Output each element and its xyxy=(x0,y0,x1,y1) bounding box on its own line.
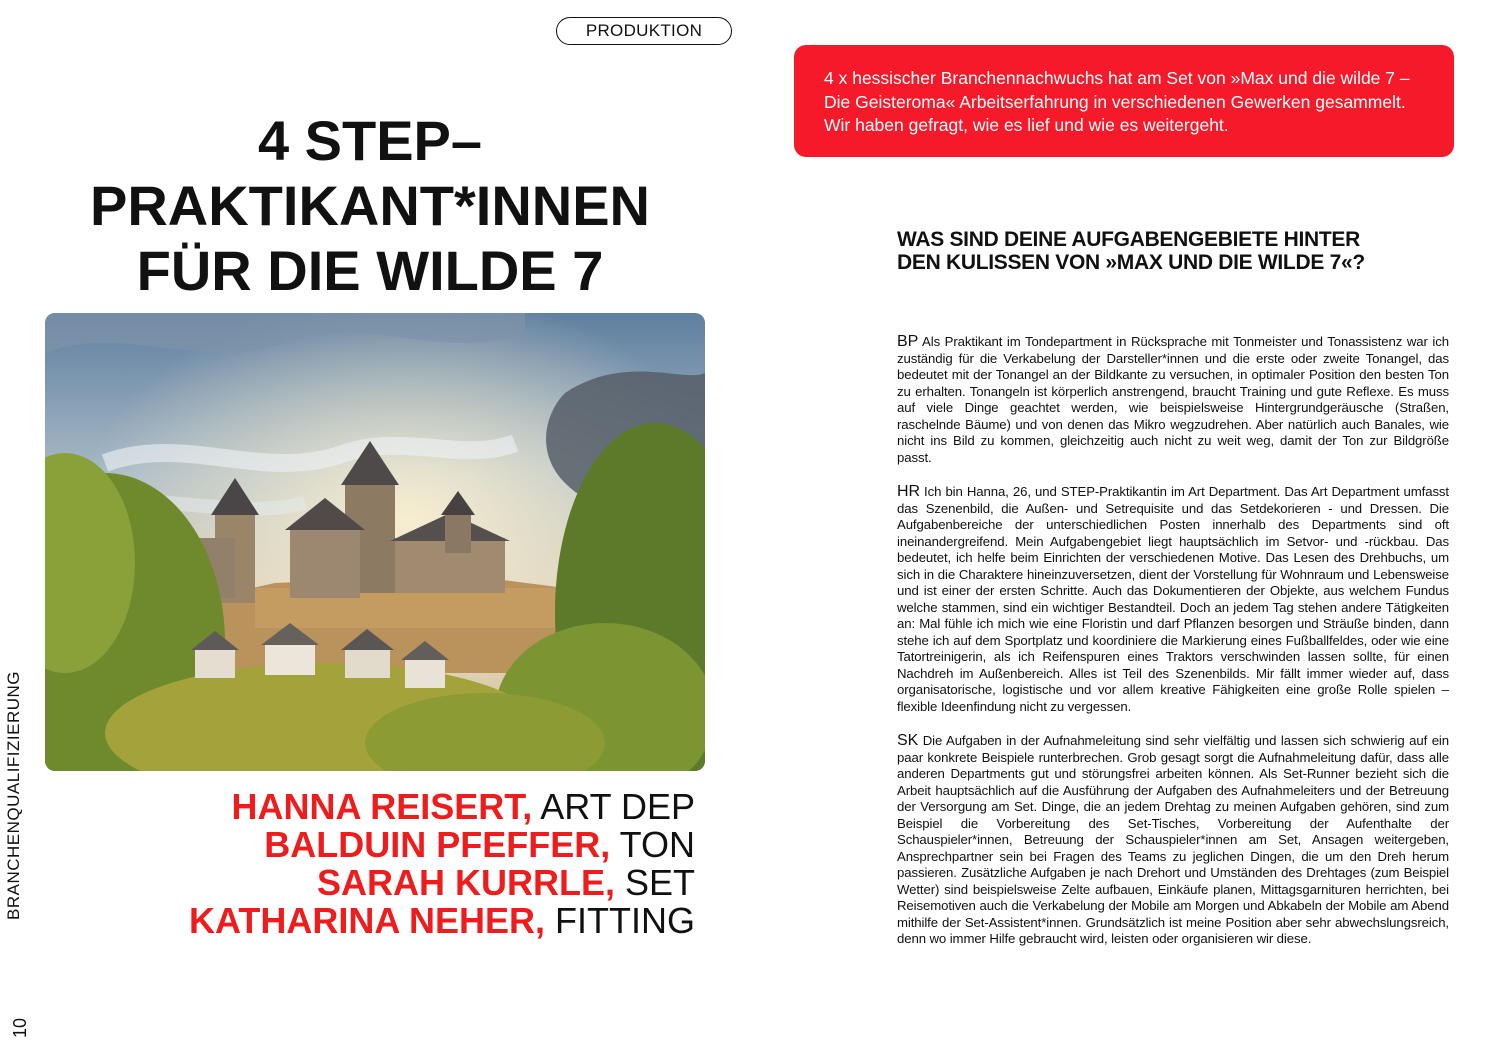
person-line xyxy=(40,864,695,902)
interviewee-list xyxy=(40,788,695,940)
person-role: TON xyxy=(610,824,695,865)
person-name: BALDUIN PFEFFER, xyxy=(264,824,611,865)
page-number: 10 xyxy=(10,1018,30,1039)
person-role: FITTING xyxy=(545,900,695,941)
answer-initials: HR xyxy=(897,483,920,501)
person-line xyxy=(40,788,695,826)
person-name: HANNA REISERT, xyxy=(231,786,533,827)
answer-paragraph xyxy=(897,484,1449,715)
person-name: SARAH KURRLE, xyxy=(316,862,615,903)
answer-initials: SK xyxy=(897,732,919,750)
person-line xyxy=(40,826,695,864)
title-line-1: 4 STEP– xyxy=(257,109,483,172)
article-title xyxy=(40,108,700,303)
answer-text: Die Aufgaben in der Aufnahmeleitung sind sehr vielfältig und lassen sich schwierig auf ein paar konkrete Beispiele runterbrechen. Grob gesagt sorgt die Aufnahmeleitung dafür, dass alle anderen Departments gut und störungsfrei arbeiten können. Als Set-Runner bezieht sich die Arbeit hauptsächlich auf die Ausführung der Aufgaben des Aufnahmeleiters und der Betreuung der Versorgung am Set. Dinge, die an jedem Drehtag zu meinen Aufgaben gehören, sind zum Beispiel die Vorbereitung des Set-Tisches, Vorbereitung der Aufenthalte der Schauspieler*innen, Betreuung der Schauspieler*innen am Set, Ansagen weitergeben, Ansprechpartner sein bei Fragen des Teams zu jeglichen Dingen, die um den Dreh herum passieren. Zusätzliche Aufgaben je nach Drehort und Umständen des Drehtages (zum Beispiel Wetter) sind beispielsweise Zelte aufbauen, Einkäufe planen, Mittagsgarnituren herrichten, bei Reisemotiven auch die Verkabelung der Mobile am Morgen und Abkabeln der Mobile am Abend mithilfe der Set-Assistent*innen. Grundsätzlich ist meine Position aber sehr abwechslungsreich, denn wo immer Hilfe gebraucht wird, leisten oder organisieren wir diese. xyxy=(897,733,1449,947)
answers-column xyxy=(897,321,1449,966)
person-role: SET xyxy=(614,862,695,903)
answer-text: Als Praktikant im Tondepartment in Rücksprache mit Tonmeister und Tonassistenz war ich zuständig für die Verkabelung der Darsteller*innen und die erste oder zweite Tonangel, das bedeutet mit der Tonangel an der Bildkante zu versuchen, in optimaler Position den besten Ton zu erhalten. Tonangeln ist körperlich anstrengend, braucht Training und gute Reflexe. Es muss auf viele Dinge geachtet werden, wie beispielsweise Hintergrundgeräusche (Straßen, raschelnde Bäume) und von denen das Mikro wegzudrehen. Aber natürlich auch Banales, wie nicht ins Bild zu kommen, gleichzeitig auch nicht zu weit weg, damit der Ton zur Bildgröße passt. xyxy=(897,334,1449,465)
person-role: ART DEP xyxy=(532,786,695,827)
answer-paragraph xyxy=(897,334,1449,466)
castle-landscape-photo xyxy=(45,313,705,771)
question-heading: WAS SIND DEINE AUFGABENGEBIETE HINTER DEN KULISSEN VON »MAX UND DIE WILDE 7«? xyxy=(897,228,1365,274)
person-line xyxy=(40,902,695,940)
title-line-3: FÜR DIE WILDE 7 xyxy=(136,239,604,302)
answer-paragraph xyxy=(897,733,1449,948)
person-name: KATHARINA NEHER, xyxy=(189,900,546,941)
answer-text: Ich bin Hanna, 26, und STEP-Praktikantin im Art Department. Das Art Department umfasst das Szenenbild, die Außen- und Setrequisite und das Setdekorieren - und Dressen. Die Aufgabenbereiche der unterschiedlichen Posten innerhalb des Departments sind oft ineinandergreifend. Mein Aufgabengebiet liegt hauptsächlich im Setvor- und -rückbau. Das bedeutet, ich helfe beim Einrichten der verschiedenen Motive. Das Lesen des Drehbuchs, um sich in die Charaktere hineinzuversetzen, dient der Vorstellung für Wohnraum und Lebensweise und ist einer der ersten Schritte. Auch das Dokumentieren der Objekte, aus welchem Fundus welche stammen, sind ein wichtiger Bestandteil. Doch an jedem Tag stehen andere Tätigkeiten an: Mal fühle ich mich wie eine Floristin und darf Pflanzen besorgen und Sträuße binden, dann stehe ich auf dem Sportplatz und koordiniere die Markierung eines Fußballfeldes, oder wie eine Tatortreinigerin, als ich Reifenspuren eines Traktors verschwinden lassen sollte, für einen Nachdreh im Außenbereich. Alles ist Teil des Szenenbilds. Mir fällt immer wieder auf, dass organisatorische, logistische und vor allem kreative Fähigkeiten eine große Rolle spielen – flexible Ideenfindung nicht zu vergessen. xyxy=(897,484,1449,714)
intro-box: 4 x hessischer Branchennachwuchs hat am Set von »Max und die wilde 7 – Die Geisteroma« Arbeitserfahrung in verschiedenen Gewerken gesammelt. Wir haben gefragt, wie es lief und wie es weitergeht. xyxy=(794,45,1454,157)
category-tag: PRODUKTION xyxy=(556,17,732,45)
section-side-label: BRANCHENQUALIFIZIERUNG xyxy=(4,670,23,920)
title-line-2: PRAKTIKANT*INNEN xyxy=(90,174,650,237)
answer-initials: BP xyxy=(897,333,919,351)
